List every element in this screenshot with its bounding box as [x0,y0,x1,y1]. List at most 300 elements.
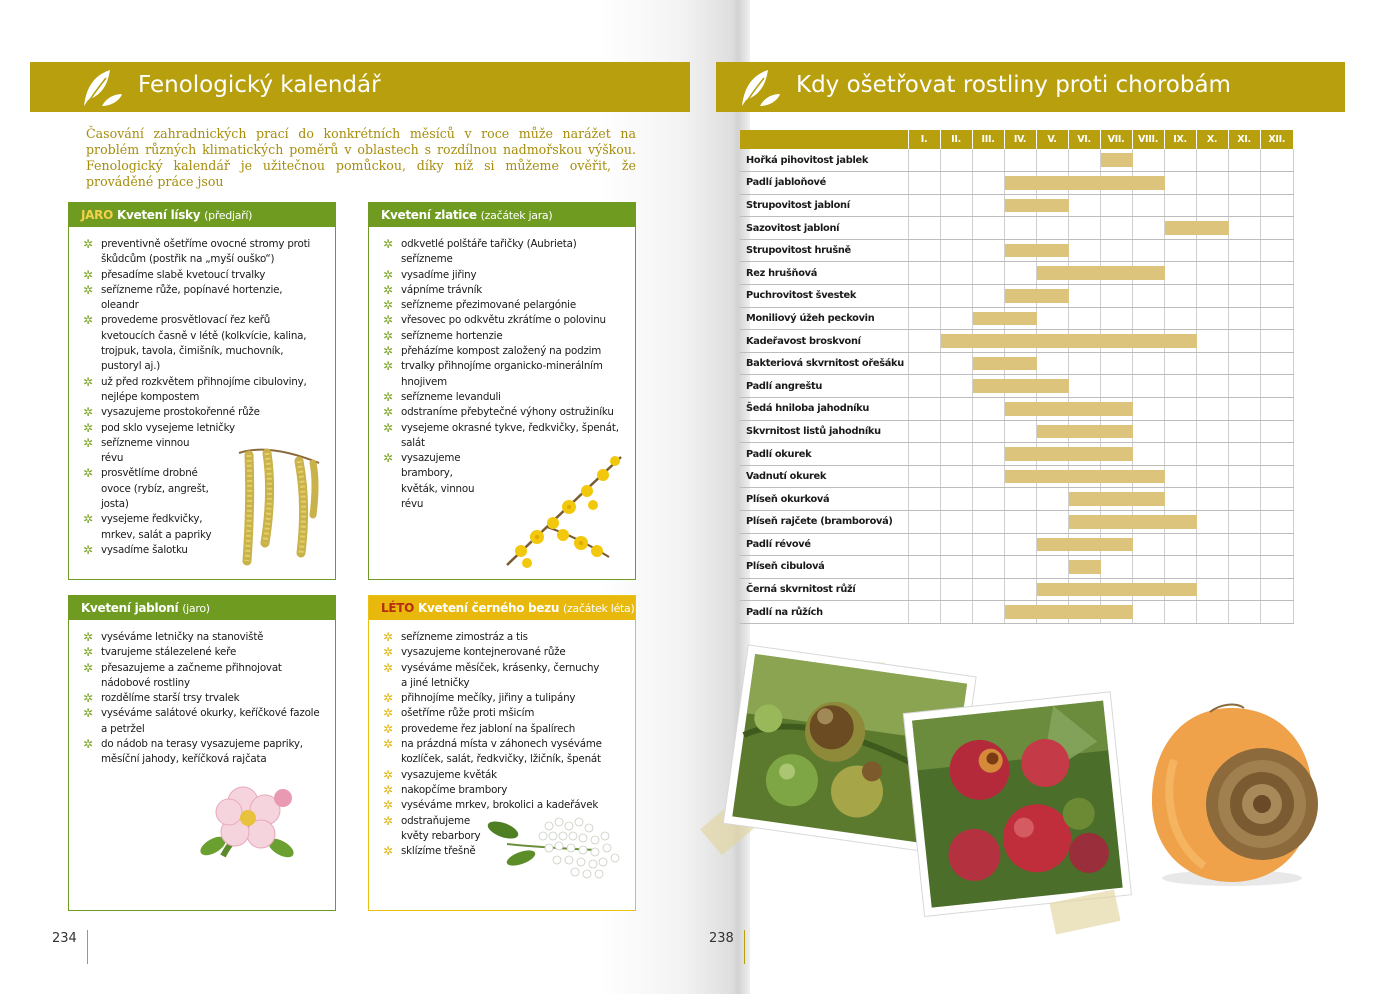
month-cell [1068,262,1100,285]
month-header: IX. [1164,130,1196,149]
asterisk-bullet-icon: ✲ [383,344,393,359]
right-header-bar [716,62,1345,112]
month-cell [908,352,940,375]
asterisk-bullet-icon: ✲ [83,313,93,328]
month-cell [1228,556,1260,579]
month-cell [1132,465,1164,488]
month-cell [1196,556,1228,579]
disease-name: Sazovitost jabloní [740,217,908,240]
list-item-text: nakopčíme brambory [401,783,508,796]
box-subtitle: (jaro) [182,602,210,615]
list-item [83,237,310,268]
month-cell [908,194,940,217]
month-cell [1036,239,1068,262]
list-item [383,798,602,813]
list-item-text: preventivně ošetříme ovocné stromy proti [101,238,311,250]
table-row [740,420,1293,443]
month-cell [1004,239,1036,262]
list-item-text: seřízneme přezimované pelargónie [401,299,576,312]
asterisk-bullet-icon: ✲ [383,451,393,466]
treatment-period-bar [1133,266,1165,280]
asterisk-bullet-icon: ✲ [83,374,93,389]
month-cell [1068,172,1100,195]
treatment-period-bar [1069,583,1101,597]
month-cell [1164,285,1196,308]
month-cell [1164,488,1196,511]
treatment-period-bar [1069,538,1101,552]
month-cell [1260,172,1293,195]
month-cell [1100,217,1132,240]
list-item [383,313,619,328]
treatment-period-bar [1133,515,1165,529]
disease-name: Bakteriová skvrnitost ořešáku [740,352,908,375]
disease-name: Plíseň rajčete (bramborová) [740,511,908,534]
asterisk-bullet-icon: ✲ [83,737,93,752]
month-cell [940,262,972,285]
month-cell [1036,465,1068,488]
list-item [83,421,310,436]
list-item-text: sklízíme třešně [401,845,476,858]
asterisk-bullet-icon: ✲ [383,645,393,660]
disease-name: Padlí okurek [740,443,908,466]
list-item-text: seřízneme růže, popínavé hortenzie, [101,283,283,296]
asterisk-bullet-icon: ✲ [383,328,393,343]
month-cell [908,511,940,534]
list-item-text: tvarujeme stálezelené keře [101,646,237,659]
treatment-period-bar [1101,538,1133,552]
month-cell [972,443,1004,466]
treatment-period-bar [1005,289,1037,303]
month-cell [1100,285,1132,308]
month-cell [1260,601,1293,624]
month-cell [1132,443,1164,466]
month-cell [908,420,940,443]
month-cell [1196,330,1228,353]
table-row [740,533,1293,556]
asterisk-bullet-icon: ✲ [83,466,93,481]
month-cell [940,285,972,308]
month-cell [972,465,1004,488]
list-item-text: kvetoucích časně v létě (kolkvície, kalina, [101,329,307,342]
month-cell [1164,149,1196,172]
month-cell [1196,194,1228,217]
treatment-period-bar [1165,515,1197,529]
month-cell [972,375,1004,398]
month-cell [1004,488,1036,511]
elderflower-illustration [487,814,627,900]
disease-name: Plíseň cibulová [740,556,908,579]
treatment-period-bar [1005,199,1037,213]
treatment-period-bar [1069,425,1101,439]
month-cell [972,488,1004,511]
right-page-number: 238 [709,931,734,946]
month-cell [1164,420,1196,443]
month-cell [972,149,1004,172]
list-item [383,344,619,359]
month-cell [1068,443,1100,466]
list-item [383,329,619,344]
treatment-period-bar [1069,402,1101,416]
month-cell [1164,172,1196,195]
month-cell [1260,217,1293,240]
list-item [383,783,602,798]
asterisk-bullet-icon: ✲ [83,706,93,721]
left-page-title: Fenologický kalendář [138,72,381,98]
list-item [383,283,619,298]
month-cell [1260,511,1293,534]
disease-name: Padlí révové [740,533,908,556]
month-cell [972,330,1004,353]
month-cell [1100,443,1132,466]
month-cell [1228,443,1260,466]
treatment-period-bar [1101,402,1133,416]
list-item-text: škůdcům (postřik na „myší ouško“) [101,253,275,266]
month-cell [908,330,940,353]
month-cell [1132,194,1164,217]
list-item-text: vysejeme okrasné tykve, ředkvičky, špenát, [401,421,619,434]
list-item-text: rozdělíme starší trsy trvalek [101,692,240,705]
month-cell [1196,307,1228,330]
month-cell [940,443,972,466]
treatment-period-bar [1165,221,1197,235]
month-cell [1164,330,1196,353]
treatment-period-bar [1197,221,1229,235]
list-item-text: měsíční jahody, keříčková rajčata [101,753,267,766]
month-cell [1228,488,1260,511]
treatment-period-bar [1037,605,1069,619]
month-cell [1228,330,1260,353]
forsythia-illustration [497,447,627,575]
month-cell [908,488,940,511]
month-cell [940,465,972,488]
list-item-text: oleandr [101,299,139,312]
month-cell [1004,443,1036,466]
month-cell [908,443,940,466]
month-cell [1036,172,1068,195]
month-cell [1004,330,1036,353]
month-cell [1100,465,1132,488]
month-header: X. [1196,130,1228,149]
month-cell [1036,217,1068,240]
disease-name: Rez hrušňová [740,262,908,285]
list-item-text: přesazujeme a začneme přihnojovat [101,661,282,674]
month-cell [972,533,1004,556]
list-item-text: hnojivem [401,375,447,388]
page-number-divider [87,930,88,964]
month-cell [1100,262,1132,285]
month-cell [1164,352,1196,375]
list-item [383,737,602,768]
asterisk-bullet-icon: ✲ [383,721,393,736]
month-cell [1068,149,1100,172]
month-cell [1036,375,1068,398]
month-cell [1132,352,1164,375]
box-header [369,596,635,620]
list-item-text: a jiné letničky [401,676,470,689]
month-cell [1004,217,1036,240]
month-cell [1068,217,1100,240]
month-cell [1196,511,1228,534]
treatment-period-bar [1069,515,1101,529]
month-cell [1196,375,1228,398]
month-cell [972,194,1004,217]
month-cell [1196,488,1228,511]
asterisk-bullet-icon: ✲ [83,645,93,660]
list-item-text: révu [401,498,424,511]
list-item-text: seřízneme levanduli [401,390,501,403]
table-row [740,398,1293,421]
month-cell [940,149,972,172]
box-forsythia-flowering [368,202,636,580]
month-cell [1164,398,1196,421]
month-cell [1036,578,1068,601]
month-cell [1260,398,1293,421]
month-cell [1004,149,1036,172]
table-row [740,217,1293,240]
treatment-period-bar [1005,447,1037,461]
month-cell [1260,533,1293,556]
table-row [740,330,1293,353]
list-item-text: salát [401,436,425,449]
month-cell [940,398,972,421]
month-cell [1036,352,1068,375]
table-row [740,262,1293,285]
month-header: VI. [1068,130,1100,149]
list-item [383,359,619,390]
table-row [740,601,1293,624]
list-item-text: nejlépe kompostem [101,390,200,403]
month-cell [1260,420,1293,443]
month-cell [1068,420,1100,443]
list-item-text: trvalky přihnojíme organicko-minerálním [401,360,603,373]
month-cell [1260,488,1293,511]
month-cell [1260,149,1293,172]
list-item [383,268,619,283]
month-cell [1132,172,1164,195]
list-item-text: ovoce (rybíz, angrešt, [101,482,209,495]
month-cell [1164,578,1196,601]
list-item-text: mrkev, salát a papriky [101,528,212,541]
month-cell [1196,420,1228,443]
list-item [83,313,310,374]
month-cell [1100,511,1132,534]
treatment-period-bar [1005,470,1037,484]
table-row [740,556,1293,579]
table-row [740,375,1293,398]
month-cell [972,420,1004,443]
treatment-period-bar [1037,176,1069,190]
treatment-period-bar [973,357,1005,371]
list-item-text: vysazujeme květák [401,768,497,781]
month-cell [940,307,972,330]
month-cell [940,488,972,511]
list-item-text: vřesovec po odkvětu zkrátíme o polovinu [401,314,606,327]
disease-name: Moniliový úžeh peckovin [740,307,908,330]
table-row [740,352,1293,375]
month-cell [1196,465,1228,488]
month-cell [1228,420,1260,443]
asterisk-bullet-icon: ✲ [383,691,393,706]
month-cell [1004,601,1036,624]
box-title: Kvetení černého bezu [418,601,560,615]
month-cell [1100,601,1132,624]
month-cell [972,601,1004,624]
month-cell [1196,601,1228,624]
month-cell [940,239,972,262]
month-cell [1068,239,1100,262]
month-cell [1036,149,1068,172]
treatment-period-bar [1069,334,1101,348]
month-cell [1132,398,1164,421]
month-cell [1004,398,1036,421]
month-cell [1228,307,1260,330]
month-cell [1036,398,1068,421]
month-cell [1132,330,1164,353]
month-cell [1100,149,1132,172]
disease-name: Padlí angreštu [740,375,908,398]
list-item [83,706,319,737]
asterisk-bullet-icon: ✲ [83,660,93,675]
asterisk-bullet-icon: ✲ [383,282,393,297]
month-cell [1036,443,1068,466]
month-cell [1132,420,1164,443]
month-cell [1004,511,1036,534]
list-item-text: vyséváme měsíček, krásenky, černuchy [401,661,600,674]
month-cell [1004,465,1036,488]
asterisk-bullet-icon: ✲ [83,435,93,450]
month-cell [1228,533,1260,556]
month-cell [1260,443,1293,466]
left-header-bar [30,62,690,112]
month-cell [940,601,972,624]
list-item-text: do nádob na terasy vysazujeme papriky, [101,738,303,751]
month-cell [1068,488,1100,511]
list-item-text: ošetříme růže proti mšicím [401,707,535,720]
table-row [740,578,1293,601]
month-cell [1036,511,1068,534]
month-cell [1228,285,1260,308]
list-item [383,405,619,420]
page-number-divider [744,930,745,964]
month-cell [1068,601,1100,624]
treatment-period-bar [1133,492,1165,506]
treatment-period-bar [941,334,973,348]
month-cell [1196,217,1228,240]
month-cell [1196,262,1228,285]
month-cell [1196,533,1228,556]
list-item [83,661,319,692]
month-cell [1228,239,1260,262]
month-cell [1132,217,1164,240]
disease-name: Padlí jabloňové [740,172,908,195]
list-item [83,630,319,645]
month-cell [940,330,972,353]
list-item-text: seřízneme [401,253,453,266]
list-item-text: přeházíme kompost založený na podzim [401,345,602,358]
month-cell [972,172,1004,195]
treatment-period-bar [1005,312,1037,326]
list-item-text: vyséváme mrkev, brokolici a kadeřávek [401,799,599,812]
list-item [383,630,602,645]
treatment-period-bar [1037,470,1069,484]
month-header: II. [940,130,972,149]
treatment-period-bar [1101,266,1133,280]
month-cell [1100,420,1132,443]
box-elder-flowering [368,595,636,911]
list-item-text: na prázdná místa v záhonech vyséváme [401,738,602,751]
list-item [383,298,619,313]
list-item-text: vysazujeme [401,452,461,465]
table-row [740,307,1293,330]
month-cell [1004,172,1036,195]
treatment-period-bar [1037,425,1069,439]
list-item-text: vysazujeme prostokořenné růže [101,406,260,419]
month-cell [1164,375,1196,398]
asterisk-bullet-icon: ✲ [83,420,93,435]
list-item [83,283,310,314]
month-header: V. [1036,130,1068,149]
disease-name: Strupovitost jabloní [740,194,908,217]
table-row [740,239,1293,262]
treatment-period-bar [1165,334,1197,348]
month-cell [1132,307,1164,330]
list-item-text: vápníme trávník [401,283,482,296]
season-label: JARO [81,208,113,222]
table-row [740,488,1293,511]
month-cell [1132,239,1164,262]
month-cell [940,556,972,579]
month-cell [972,578,1004,601]
asterisk-bullet-icon: ✲ [383,420,393,435]
month-cell [940,533,972,556]
box-subtitle: (začátek jara) [480,209,553,222]
month-cell [1100,352,1132,375]
month-cell [972,556,1004,579]
box-subtitle: (začátek léta) [562,602,635,615]
box-title: Kvetení jabloní [81,601,179,615]
box-header [69,596,335,620]
month-cell [908,556,940,579]
list-item-text: odkvetlé polštáře tařičky (Aubrieta) [401,238,577,250]
treatment-period-bar [1069,470,1101,484]
box-hazel-flowering [68,202,336,580]
month-cell [1068,194,1100,217]
month-cell [972,511,1004,534]
leaf-icon [80,68,124,108]
disease-name: Hořká pihovitost jablek [740,149,908,172]
month-header: VIII. [1132,130,1164,149]
month-cell [1228,465,1260,488]
disease-name: Černá skvrnitost růží [740,578,908,601]
month-cell [1164,217,1196,240]
month-cell [972,398,1004,421]
treatment-period-bar [1037,199,1069,213]
box-header [69,203,335,227]
list-item-text: pod sklo vysejeme letničky [101,421,235,434]
treatment-period-bar [1101,515,1133,529]
month-cell [1036,194,1068,217]
intro-paragraph: Časování zahradnických prací do konkrétních měsíců v roce může narážet na problém různých klimatických poměrů v oblastech s rozdílnou nadmořskou výškou. Fenologický kalendář je užitečnou pomůckou, díky níž si můžeme ověřit, že prováděné práce jsou [86,126,636,189]
month-cell [1164,511,1196,534]
list-item [83,691,319,706]
month-cell [1132,578,1164,601]
list-item [383,768,602,783]
month-cell [972,285,1004,308]
table-header-corner [740,130,908,149]
treatment-period-bar [1101,447,1133,461]
asterisk-bullet-icon: ✲ [383,844,393,859]
month-cell [1196,149,1228,172]
